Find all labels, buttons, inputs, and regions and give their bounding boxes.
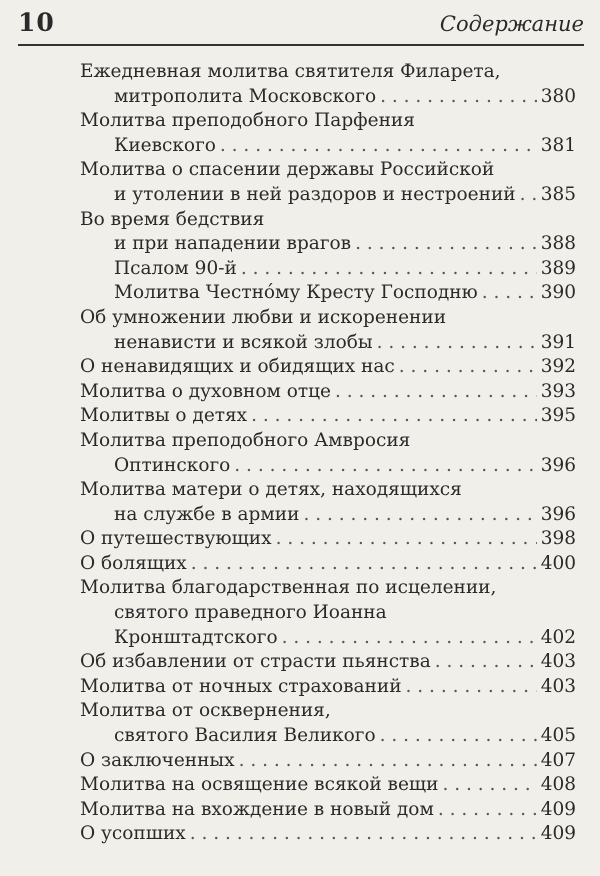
toc-entry — [80, 822, 576, 847]
toc-leader-dots — [335, 380, 537, 405]
toc-entry-title: Молитва о спасении державы Российской — [80, 159, 495, 181]
toc-page-number: 391 — [540, 331, 576, 353]
toc-page-number: 393 — [540, 380, 576, 402]
toc-entry-title: святого праведного Иоанна — [114, 602, 387, 624]
toc-entry-line-with-page — [80, 380, 576, 405]
toc-entry — [80, 576, 576, 650]
toc-page-number: 405 — [540, 725, 576, 747]
toc-page-number: 396 — [540, 454, 576, 476]
toc-entry-line-with-page — [80, 503, 576, 528]
toc-entry-line — [80, 576, 576, 601]
page-number: 10 — [18, 8, 55, 37]
toc-entry-title: Молитва на вхождение в новый дом — [80, 798, 434, 820]
toc-leader-dots — [241, 257, 537, 282]
toc-leader-dots — [234, 454, 536, 479]
toc-entry — [80, 699, 576, 748]
header-rule — [18, 44, 584, 46]
toc-leader-dots — [220, 134, 537, 159]
toc-leader-dots — [520, 183, 537, 208]
toc-entry-title: О усопших — [80, 823, 186, 845]
toc-entry-line-with-page — [80, 552, 576, 577]
toc-entry-line — [80, 699, 576, 724]
toc-entry-title: и при нападении врагов — [114, 233, 352, 255]
toc-entry-line-with-page — [80, 134, 576, 159]
section-title: Содержание — [439, 12, 584, 36]
toc-leader-dots — [190, 822, 537, 847]
toc-entry-line-with-page — [80, 749, 576, 774]
toc-leader-dots — [191, 552, 537, 577]
toc-page-number: 402 — [540, 626, 576, 648]
toc-entry-title: Молитва преподобного Парфения — [80, 110, 415, 132]
toc-entry-line-with-page — [80, 773, 576, 798]
toc-entry-title: Молитва от ночных страхований — [80, 675, 402, 697]
toc-page-number: 403 — [540, 651, 576, 673]
page-header — [18, 6, 584, 40]
toc-entry — [80, 650, 576, 675]
toc-entry-line-with-page — [80, 527, 576, 552]
toc-page-number: 407 — [540, 749, 576, 771]
toc-entry-line-with-page — [80, 85, 576, 110]
toc-entry-line — [80, 208, 576, 233]
toc-entry-title: О болящих — [80, 552, 187, 574]
toc-entry-line-with-page — [80, 650, 576, 675]
toc-leader-dots — [377, 331, 537, 356]
toc-entry — [80, 478, 576, 527]
toc-entry-line-with-page — [80, 257, 576, 282]
toc-entry-title: Оптинского — [114, 454, 231, 476]
toc-entry-title: Молитва благодарственная по исцелении, — [80, 577, 497, 599]
table-of-contents — [80, 60, 576, 847]
toc-entry-line — [80, 306, 576, 331]
toc-entry-title: Ежедневная молитва святителя Филарета, — [80, 61, 501, 82]
toc-entry — [80, 749, 576, 774]
toc-leader-dots — [435, 650, 537, 675]
toc-page-number: 395 — [540, 405, 576, 427]
toc-entry — [80, 552, 576, 577]
toc-page-number: 390 — [540, 282, 576, 304]
toc-entry-line — [80, 60, 576, 85]
toc-page-number: 409 — [540, 823, 576, 845]
toc-entry-title: Об избавлении от страсти пьянства — [80, 651, 431, 673]
toc-entry-line-with-page — [80, 355, 576, 380]
toc-entry-title: Молитва на освящение всякой вещи — [80, 774, 439, 796]
toc-entry — [80, 429, 576, 478]
toc-page-number: 389 — [540, 257, 576, 279]
toc-page-number: 400 — [540, 552, 576, 574]
toc-entry-title: О путешествующих — [80, 528, 272, 550]
toc-entry-line — [80, 429, 576, 454]
toc-entry — [80, 404, 576, 429]
toc-page-number: 403 — [540, 675, 576, 697]
toc-entry-line-with-page — [80, 822, 576, 847]
toc-entry-title: Об умножении любви и искоренении — [80, 306, 447, 328]
toc-entry — [80, 257, 576, 282]
toc-page-number: 396 — [540, 503, 576, 525]
toc-page-number: 409 — [540, 798, 576, 820]
toc-leader-dots — [380, 724, 537, 749]
toc-entry-line-with-page — [80, 281, 576, 306]
toc-entry-title: Молитвы о детях — [80, 405, 248, 427]
toc-entry-title: и утолении в ней раздоров и нестроений — [114, 183, 516, 205]
toc-entry-title: Молитва о духовном отце — [80, 380, 331, 402]
toc-leader-dots — [406, 675, 537, 700]
toc-page-number: 380 — [540, 85, 576, 107]
toc-entry — [80, 675, 576, 700]
toc-entry — [80, 208, 576, 257]
toc-entry-title: Молитва матери о детях, находящихся — [80, 479, 462, 501]
toc-leader-dots — [303, 503, 536, 528]
toc-entry — [80, 109, 576, 158]
toc-page-number: 392 — [540, 356, 576, 378]
toc-leader-dots — [239, 749, 537, 774]
toc-entry-title: ненависти и всякой злобы — [114, 331, 373, 353]
toc-page-number: 388 — [540, 233, 576, 255]
toc-entry-title: Во время бедствия — [80, 208, 265, 230]
toc-leader-dots — [442, 773, 536, 798]
toc-entry — [80, 773, 576, 798]
toc-entry — [80, 306, 576, 355]
toc-leader-dots — [282, 626, 537, 651]
toc-page-number: 408 — [540, 774, 576, 796]
toc-leader-dots — [251, 404, 537, 429]
toc-entry-line-with-page — [80, 454, 576, 479]
toc-entry-line — [80, 158, 576, 183]
toc-entry-title: Псалом 90-й — [114, 257, 237, 279]
toc-leader-dots — [482, 281, 537, 306]
toc-leader-dots — [380, 85, 537, 110]
toc-entry-line-with-page — [80, 183, 576, 208]
toc-entry-title: О заключенных — [80, 749, 235, 771]
toc-entry-line-with-page — [80, 232, 576, 257]
toc-entry — [80, 380, 576, 405]
toc-entry — [80, 355, 576, 380]
toc-entry-line — [80, 109, 576, 134]
toc-entry-title: Киевского — [114, 134, 216, 156]
toc-entry-line — [80, 478, 576, 503]
toc-entry-title: на службе в армии — [114, 503, 300, 525]
toc-entry-title: Молитва Честно́му Кресту Господню — [114, 282, 478, 304]
toc-entry-title: Молитва от осквернения, — [80, 700, 331, 722]
toc-leader-dots — [438, 798, 537, 823]
toc-entry-line-with-page — [80, 626, 576, 651]
toc-entry-line-with-page — [80, 404, 576, 429]
toc-entry-title: О ненавидящих и обидящих нас — [80, 356, 395, 378]
toc-entry — [80, 281, 576, 306]
toc-entry-line-with-page — [80, 724, 576, 749]
toc-page-number: 385 — [540, 183, 576, 205]
toc-entry-title: Молитва преподобного Амвросия — [80, 429, 411, 451]
toc-entry-line-with-page — [80, 675, 576, 700]
toc-entry-title: Кронштадтского — [114, 626, 278, 648]
toc-entry — [80, 158, 576, 207]
toc-leader-dots — [355, 232, 537, 257]
toc-page-number: 398 — [540, 528, 576, 550]
toc-entry — [80, 798, 576, 823]
toc-entry — [80, 60, 576, 109]
toc-entry-line-with-page — [80, 331, 576, 356]
toc-entry — [80, 527, 576, 552]
toc-entry-line — [80, 601, 576, 626]
toc-leader-dots — [276, 527, 537, 552]
toc-entry-line-with-page — [80, 798, 576, 823]
toc-entry-title: митрополита Московского — [114, 85, 377, 107]
toc-entry-title: святого Василия Великого — [114, 725, 376, 747]
toc-page-number: 381 — [540, 134, 576, 156]
toc-leader-dots — [399, 355, 537, 380]
